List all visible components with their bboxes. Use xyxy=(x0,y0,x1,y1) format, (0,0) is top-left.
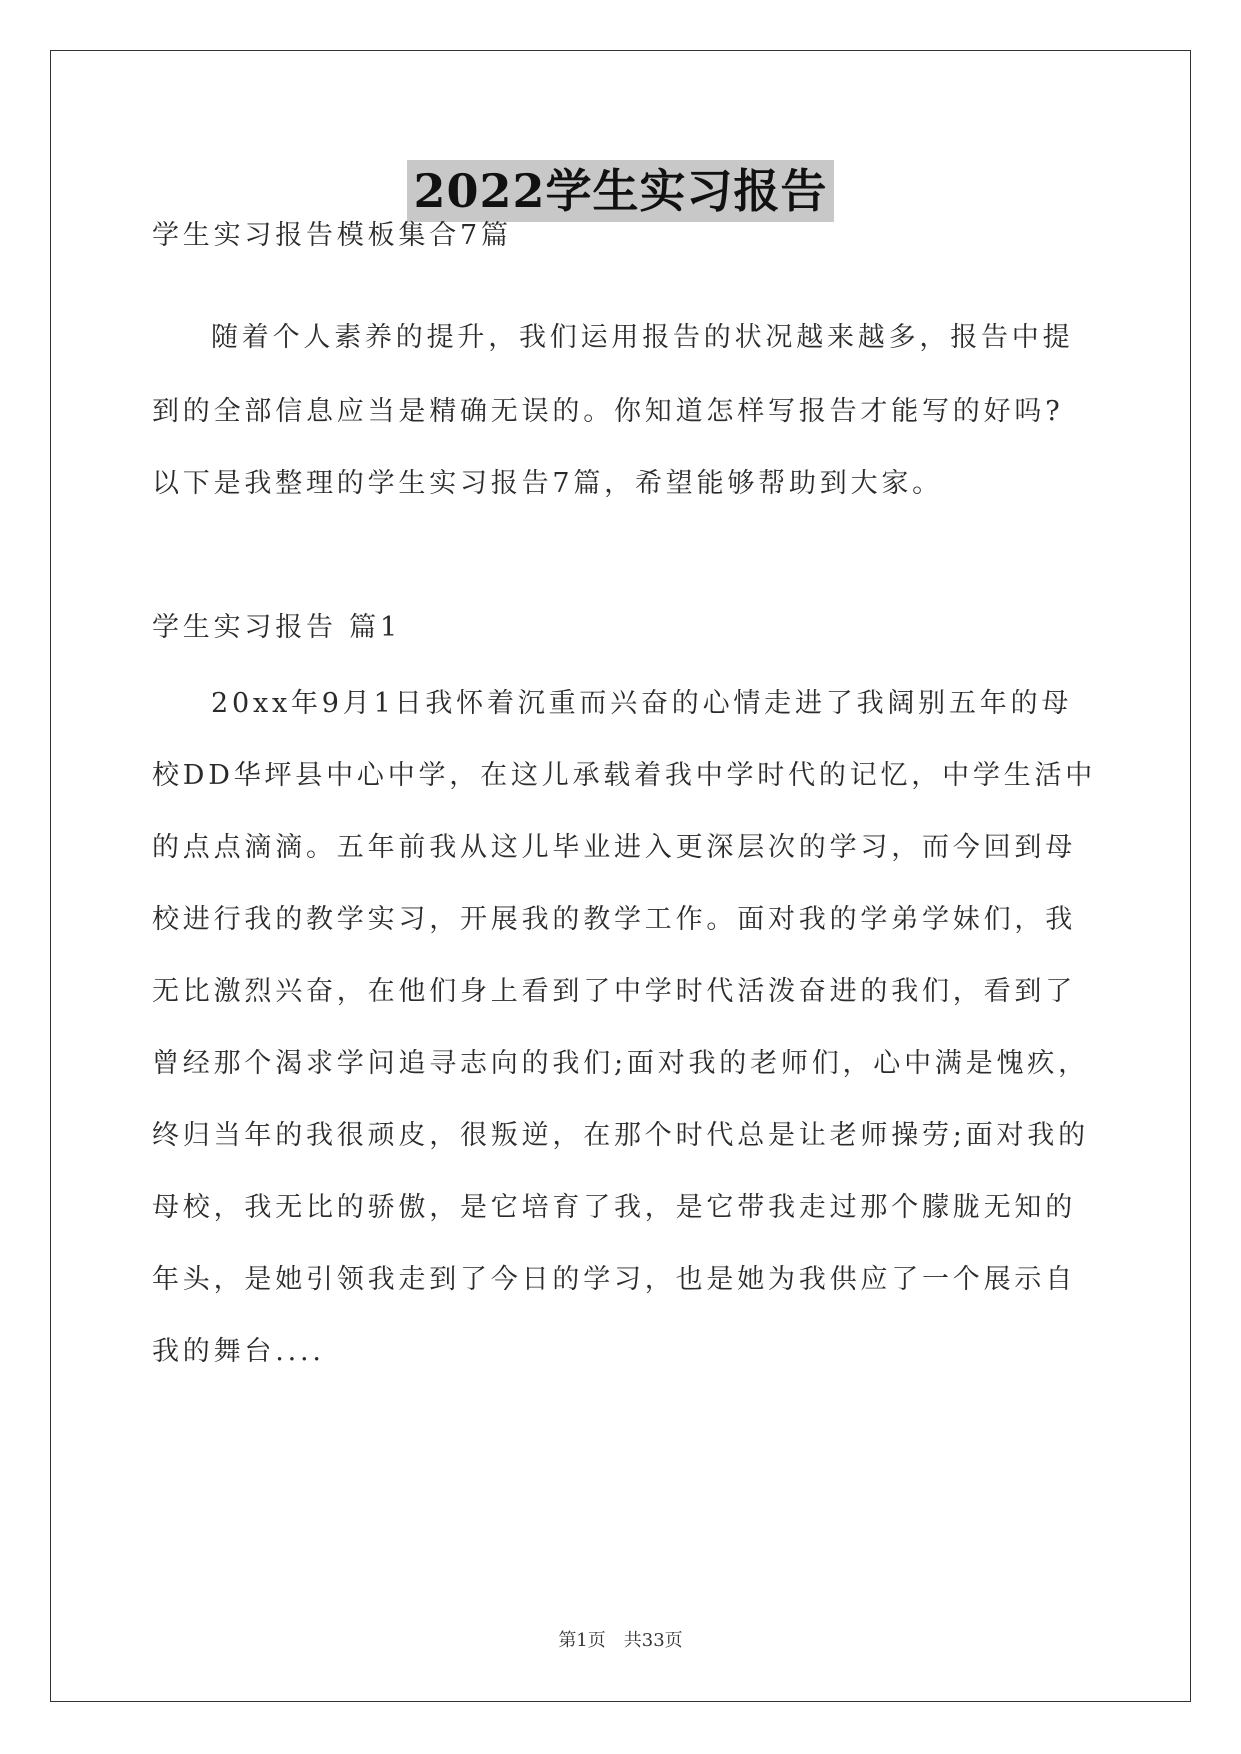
section-heading: 学生实习报告 篇1 xyxy=(152,612,401,643)
page-total: 共33页 xyxy=(623,1630,683,1651)
body-line: 校进行我的教学实习，开展我的教学工作。面对我的学弟学妹们，我 xyxy=(152,904,1076,935)
page-border xyxy=(50,50,1191,1702)
body-line: 曾经那个渴求学问追寻志向的我们;面对我的老师们，心中满是愧疚， xyxy=(152,1048,1089,1079)
body-line: 校DD华坪县中心中学，在这儿承载着我中学时代的记忆，中学生活中 xyxy=(152,760,1097,791)
document-subtitle: 学生实习报告模板集合7篇 xyxy=(152,220,512,251)
body-line: 年头，是她引领我走到了今日的学习，也是她为我供应了一个展示自 xyxy=(152,1264,1076,1295)
body-line: 我的舞台.... xyxy=(152,1336,325,1367)
body-line: 20xx年9月1日我怀着沉重而兴奋的心情走进了我阔别五年的母 xyxy=(211,688,1073,719)
document-title: 2022学生实习报告 xyxy=(407,160,833,222)
intro-line: 到的全部信息应当是精确无误的。你知道怎样写报告才能写的好吗? xyxy=(152,396,1064,427)
body-line: 终归当年的我很顽皮，很叛逆，在那个时代总是让老师操劳;面对我的 xyxy=(152,1120,1089,1151)
intro-line: 以下是我整理的学生实习报告7篇，希望能够帮助到大家。 xyxy=(152,468,943,499)
body-line: 的点点滴滴。五年前我从这儿毕业进入更深层次的学习，而今回到母 xyxy=(152,832,1076,863)
body-line: 无比激烈兴奋，在他们身上看到了中学时代活泼奋进的我们，看到了 xyxy=(152,976,1076,1007)
page-number: 第1页 xyxy=(558,1630,606,1651)
intro-line: 随着个人素养的提升，我们运用报告的状况越来越多，报告中提 xyxy=(211,322,1074,353)
page-footer xyxy=(0,1626,1241,1652)
body-line: 母校，我无比的骄傲，是它培育了我，是它带我走过那个朦胧无知的 xyxy=(152,1192,1076,1223)
document-title-wrap xyxy=(0,155,1241,221)
